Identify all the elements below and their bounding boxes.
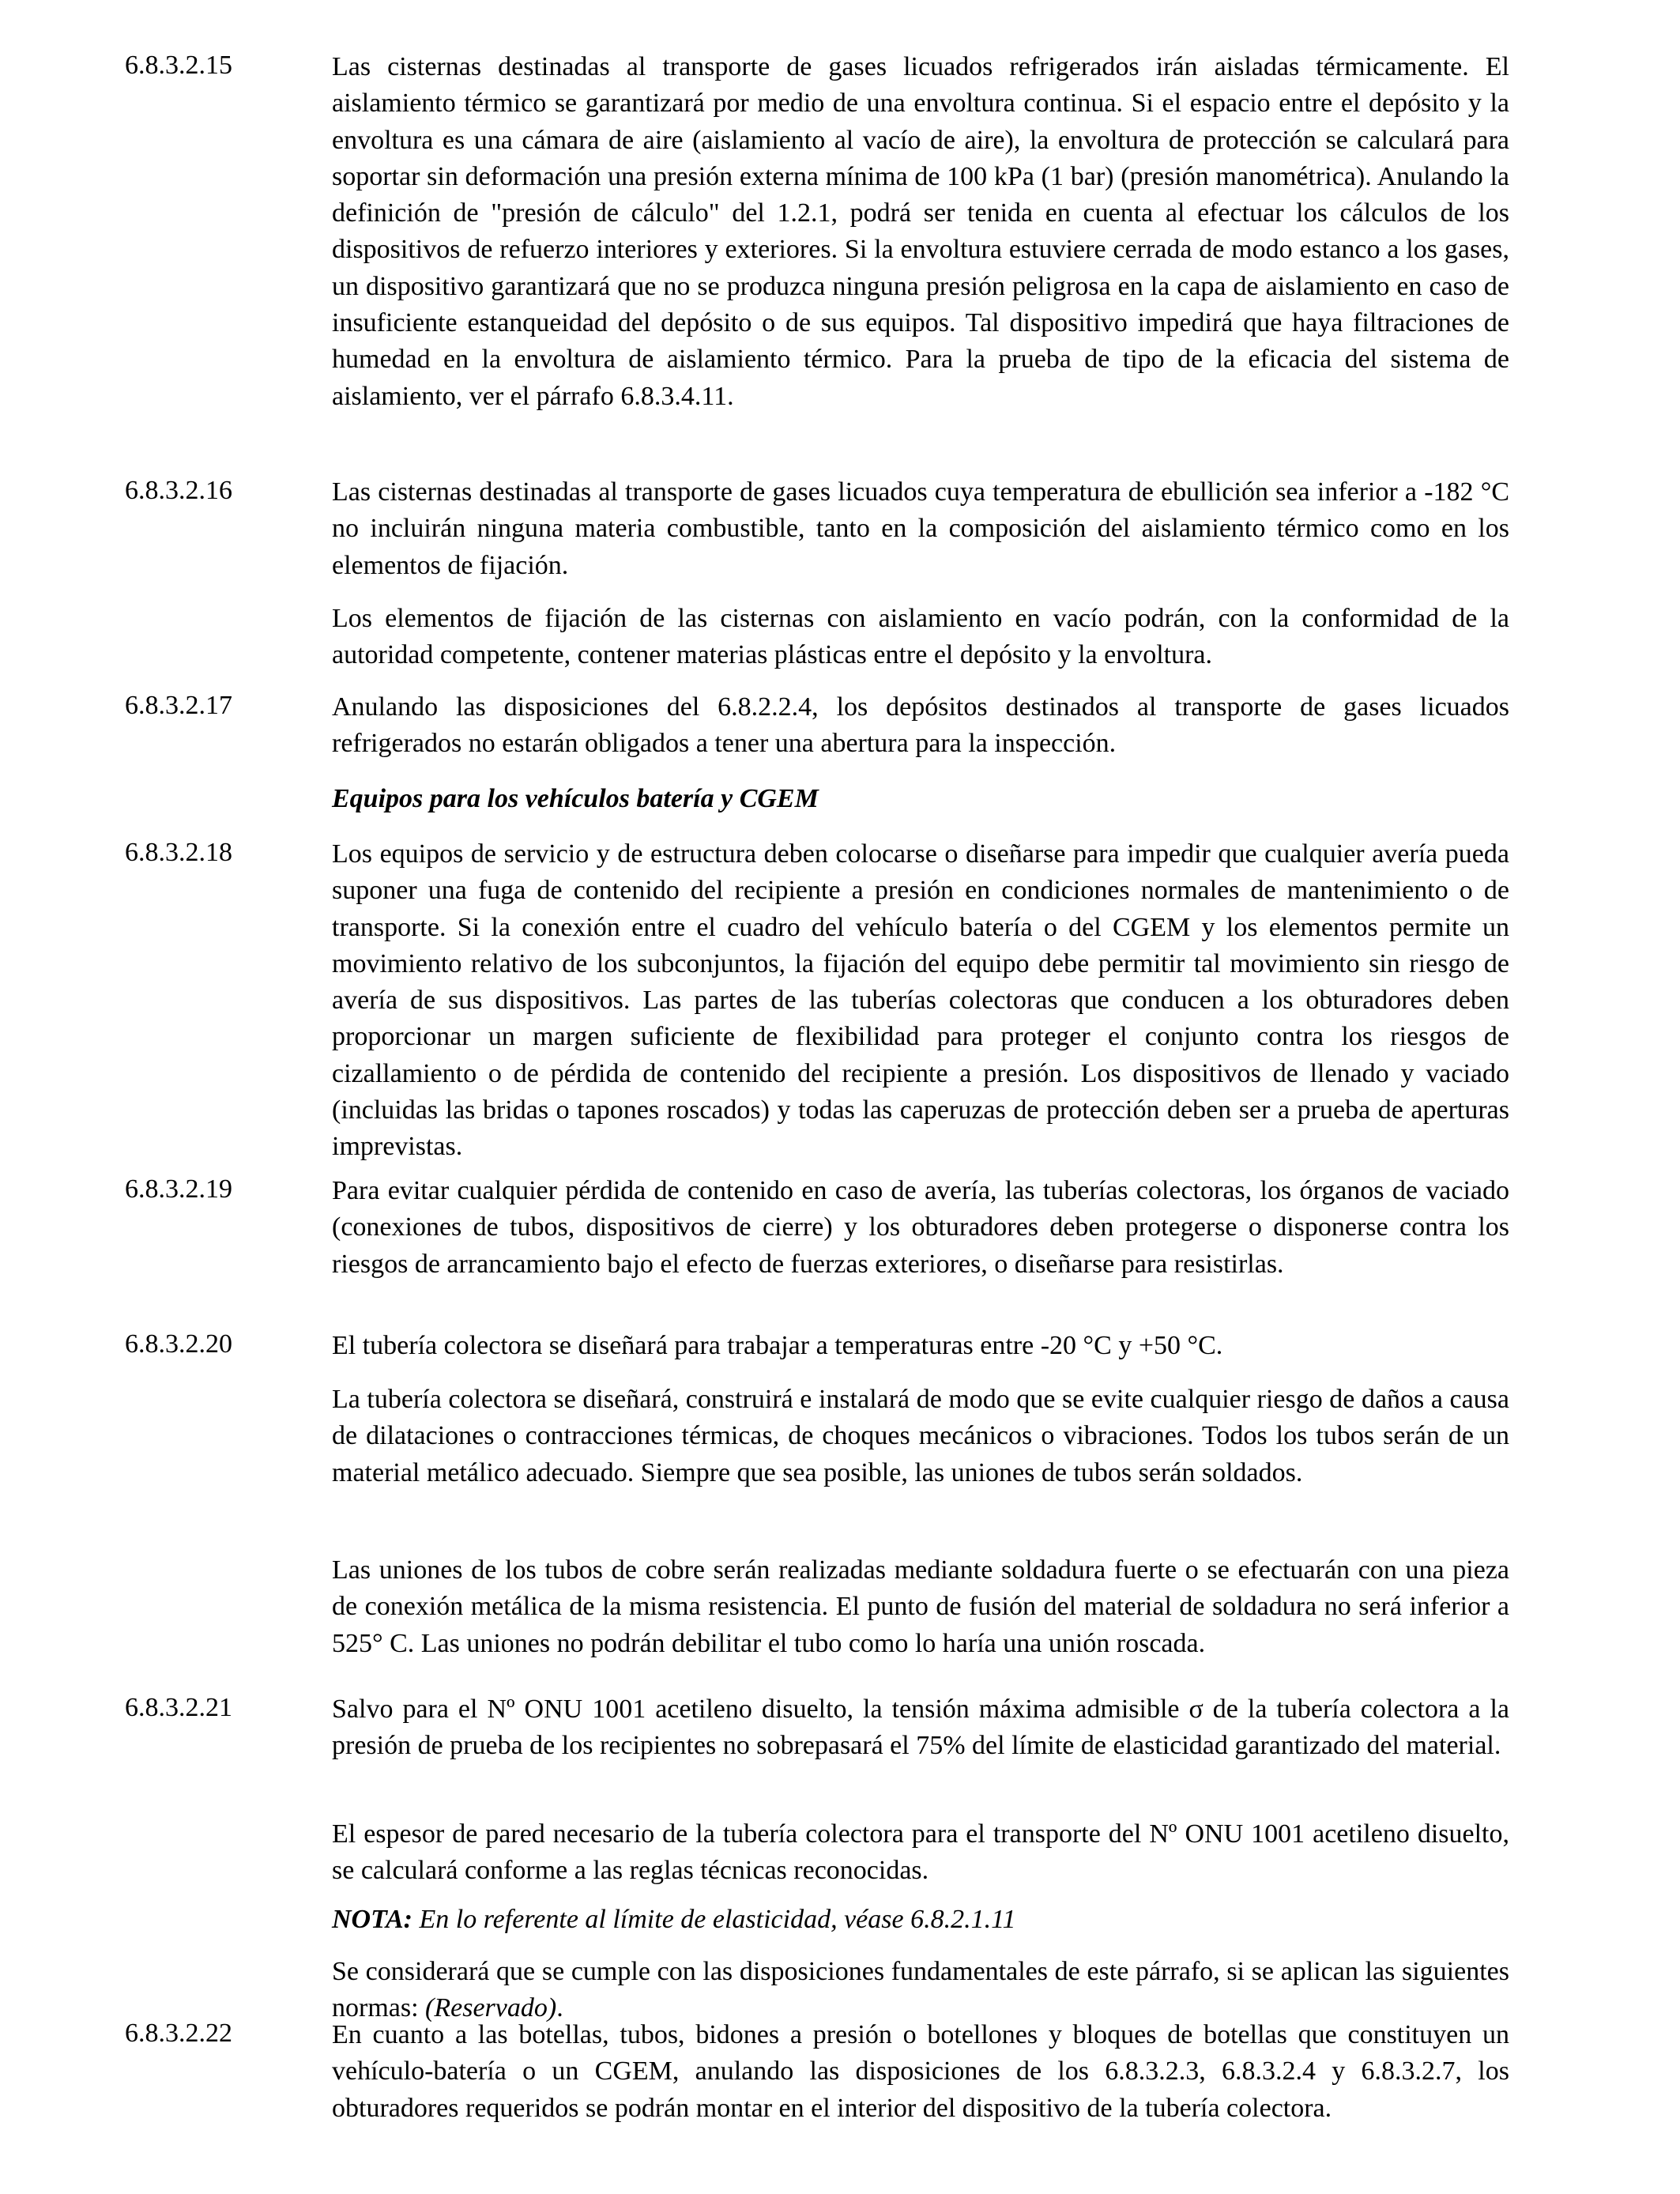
note-text: En lo referente al límite de elasticidad, véase 6.8.2.1.11 [412, 1905, 1016, 1934]
subheading: Equipos para los vehículos batería y CGEM [332, 784, 819, 813]
paragraph-end: . [556, 1993, 563, 2023]
paragraph: Los elementos de fijación de las cisternas con aislamiento en vacío podrán, con la conformidad de la autoridad competente, contener materias plásticas entre el depósito y la envoltura. [332, 604, 1509, 670]
note-label: NOTA: [332, 1905, 412, 1934]
paragraph: El tubería colectora se diseñará para trabajar a temperaturas entre -20 °C y +50 °C. [332, 1331, 1223, 1360]
paragraph: Los equipos de servicio y de estructura deben colocarse o diseñarse para impedir que cualquier avería pueda suponer una fuga de contenido del recipiente a presión en condiciones normales de mantenimiento o de transporte. Si la conexión entre el cuadro del vehículo batería o del CGEM y los elementos permite un movimiento relativo de los subconjuntos, la fijación del equipo debe permitir tal movimiento sin riesgo de avería de sus dispositivos. Las partes de las tuberías colectoras que conducen a los obturadores deben proporcionar un margen suficiente de flexibilidad para proteger el conjunto contra los riesgos de cizallamiento o de pérdida de contenido del recipiente a presión. Los dispositivos de llenado y vaciado (incluidas las bridas o tapones roscados) y todas las caperuzas de protección deben ser a prueba de aperturas imprevistas. [332, 839, 1509, 1162]
section-number: 6.8.3.2.17 [125, 691, 232, 720]
section-number: 6.8.3.2.16 [125, 476, 232, 505]
section-number: 6.8.3.2.21 [125, 1693, 232, 1722]
reserved-text: (Reservado) [425, 1993, 557, 2023]
section-number: 6.8.3.2.20 [125, 1329, 232, 1359]
paragraph: Salvo para el Nº ONU 1001 acetileno disuelto, la tensión máxima admisible σ de la tubería colectora a la presión de prueba de los recipientes no sobrepasará el 75% del límite de elasticidad garantizado del material. [332, 1695, 1509, 1761]
paragraph: Anulando las disposiciones del 6.8.2.2.4, los depósitos destinados al transporte de gases licuados refrigerados no estarán obligados a tener una abertura para la inspección. [332, 692, 1509, 759]
note [332, 1902, 1509, 1938]
section-number: 6.8.3.2.15 [125, 51, 232, 80]
paragraph: Las cisternas destinadas al transporte de gases licuados cuya temperatura de ebullición sea inferior a -182 °C no incluirán ninguna materia combustible, tanto en la composición del aislamiento térmico como en los elementos de fijación. [332, 477, 1509, 580]
paragraph [332, 1954, 1509, 2027]
paragraph: En cuanto a las botellas, tubos, bidones a presión o botellones y bloques de botellas que constituyen un vehículo-batería o un CGEM, anulando las disposiciones de los 6.8.3.2.3, 6.8.3.2.4 y 6.8.3.2.7, los obturadores requeridos se podrán montar en el interior del dispositivo de la tubería colectora. [332, 2020, 1509, 2123]
paragraph: Las cisternas destinadas al transporte de gases licuados refrigerados irán aisladas térmicamente. El aislamiento térmico se garantizará por medio de una envoltura continua. Si el espacio entre el depósito y la envoltura es una cámara de aire (aislamiento al vacío de aire), la envoltura de protección se calculará para soportar sin deformación una presión externa mínima de 100 kPa (1 bar) (presión manométrica). Anulando la definición de "presión de cálculo" del 1.2.1, podrá ser tenida en cuenta al efectuar los cálculos de los dispositivos de refuerzo interiores y exteriores. Si la envoltura estuviere cerrada de modo estanco a los gases, un dispositivo garantizará que no se produzca ninguna presión peligrosa en la capa de aislamiento en caso de insuficiente estanqueidad del depósito o de sus equipos. Tal dispositivo impedirá que haya filtraciones de humedad en la envoltura de aislamiento térmico. Para la prueba de tipo de la eficacia del sistema de aislamiento, ver el párrafo 6.8.3.4.11. [332, 52, 1509, 411]
section-number: 6.8.3.2.18 [125, 838, 232, 867]
paragraph: La tubería colectora se diseñará, construirá e instalará de modo que se evite cualquier riesgo de daños a causa de dilataciones o contracciones térmicas, de choques mecánicos o vibraciones. Todos los tubos serán de un material metálico adecuado. Siempre que sea posible, las uniones de tubos serán soldados. [332, 1385, 1509, 1487]
section-number: 6.8.3.2.19 [125, 1174, 232, 1204]
section-number: 6.8.3.2.22 [125, 2019, 232, 2048]
paragraph-text: Se considerará que se cumple con las disposiciones fundamentales de este párrafo, si se aplican las siguientes normas: [332, 1957, 1509, 2023]
paragraph: Para evitar cualquier pérdida de contenido en caso de avería, las tuberías colectoras, los órganos de vaciado (conexiones de tubos, dispositivos de cierre) y los obturadores deben protegerse o disponerse contra los riesgos de arrancamiento bajo el efecto de fuerzas exteriores, o diseñarse para resistirlas. [332, 1176, 1509, 1279]
paragraph: Las uniones de los tubos de cobre serán realizadas mediante soldadura fuerte o se efectuarán con una pieza de conexión metálica de la misma resistencia. El punto de fusión del material de soldadura no será inferior a 525° C. Las uniones no podrán debilitar el tubo como lo haría una unión roscada. [332, 1555, 1509, 1658]
paragraph: El espesor de pared necesario de la tubería colectora para el transporte del Nº ONU 1001 acetileno disuelto, se calculará conforme a las reglas técnicas reconocidas. [332, 1819, 1509, 1886]
